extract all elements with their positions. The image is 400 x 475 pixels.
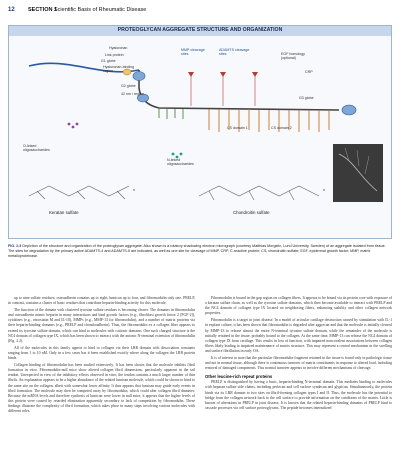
label-link-protein: Link protein	[105, 53, 124, 57]
page-number: 12	[8, 7, 15, 13]
chondroitin-sulfate-structure	[199, 186, 319, 200]
keratan-sulfate-chains	[159, 108, 183, 119]
core-protein	[139, 70, 339, 110]
o-linked-oligosaccharides	[68, 123, 79, 129]
label-ks-repeat: n	[133, 188, 135, 192]
body-left-column	[8, 296, 195, 416]
left-paragraph-2: The function of the domain with clustered tyrosine sulfate residues is becoming clearer. The domains in fibromodulin and osteoadherin mimic heparin in many interactions and bind growth factors (e.g., fibroblast growth factor 2 [FGF-2]), cytokines (e.g., oncostatin M and IL-10), MMPs (e.g., MMP-13 for fibromodulin), and a number of matrix proteins via their heparin-binding domains (e.g., PRELP and chondroadherin). Thus, the fibromodulin ex a collagen fiber appears to extend its tyrosine sulfate domain, which can bind to molecules with cationic domains. One such charged structure is the NC4 domain of collagen type IX, which has been shown to interact with the anionic N-terminal extension of fibromodulin (Fig. 2.2).	[8, 308, 195, 343]
mmp-cleavage-marker	[188, 72, 194, 106]
label-g1-globe: G1 globe	[101, 59, 116, 63]
figure-panel	[8, 25, 392, 239]
label-cs-repeat: n	[323, 188, 325, 192]
label-kd: 42 nm / region	[121, 92, 144, 96]
label-egf: EGF homology (optional)	[281, 52, 305, 61]
left-paragraph-4: Collagen binding of fibromodulin has been studied extensively. It has been shown that the molecule inhibits fibril formation in vitro. Fibromodulin-null mice show altered collagen fibril dimensions, particularly apparent in the tail tendon. Unexpected in view of the inhibitory effects observed in vitro, the tendon contains a much larger number of thin fibrils. An explanation appears to be a higher abundance of the related lumican molecule, which could be shown to bind to the same site on the collagen, albeit with somewhat lower affinity. It thus appears that lumican may guide early events in fibril formation. The molecule may then be competed away by fibromodulin, which could alter collagen fibril diameter. Because the mRNA levels and therefore synthesis of lumican were lower in null mice, it appears that the higher levels of this protein were caused by retarded elimination apparently secondary to lack of competition by fibromodulin. These findings illustrate the complexity of fibril formation, which takes place in many steps involving various molecules with different roles.	[8, 363, 195, 413]
left-paragraph-1: up to nine sulfate residues; osteoadherin contains up to eight, lumican up to four, and fibromodulin only one. PRELP, in contrast, contains a cluster of basic residues that contribute heparin-binding activity for this molecule.	[8, 296, 195, 306]
right-paragraph-3: It is of interest to note that the particular fibromodulin fragment retained in the tissue is found only in pathologic tissue and not in normal tissue, although there is continuous turnover of matrix constituents in response to altered load, including removal of damaged components. This normal turnover appears to involve different mechanisms of cleavage.	[205, 356, 392, 371]
right-paragraph-2: Fibromodulin is a target in joint disease. In a model of articular cartilage destruction caused by stimulation with IL-1 in explant culture, it has been shown that fibromodulin is degraded after aggrecan and that the molecule is initially cleaved by MMP-13 to release almost the entire N-terminal tyrosine sulfate domain, while the remainder of the molecule is initially retained in the tissue, probably bound to the collagen. At the same time, MMP-13 can release the NC4 domain of collagen type IX from cartilage. This results in loss of function, with impaired noncovalent associations between collagen fibers likely leading to impaired maintenance of matrix structure. This may represent a central mechanism in the swelling and surface fibrillation in early OA.	[205, 318, 392, 353]
label-keratan-sulfate: Keratan sulfate	[49, 210, 79, 215]
keratan-sulfate-structure	[29, 186, 129, 199]
label-adamts: ADAMTS cleavage sites	[219, 48, 250, 57]
label-hyaluronan: Hyaluronan	[109, 46, 128, 50]
body-right-column	[205, 296, 392, 413]
figure-caption	[8, 244, 392, 259]
label-crp: CRP	[305, 70, 313, 74]
figure-title: PROTEOGLYCAN AGGREGATE STRUCTURE AND ORGANIZATION	[117, 27, 283, 33]
caption-label: FIG. 2.3	[8, 244, 22, 248]
label-o-linked: O-linked oligosaccharides	[23, 144, 50, 153]
label-cs-domain-2: CS domain 2	[271, 126, 292, 130]
right-paragraph-4: PRELP is distinguished by having a basic, heparin-binding N-terminal domain. This mediates binding to molecules with heparan sulfate side chains, including perlecan and cell surface syndecan and glypican. Simultaneously, the protein binds via its LRR domain to two sites on fibril-forming collagen types I and II. Thus, the molecule has the potential to bridge from the collagen network back to the cell surface to provide information on the conditions of the matrix. Little is known of alterations in PRELP in joint disease. It is known that the related heparin-binding domains of PRELP bind to cascade processes via cell surface proteoglycans. The peptide becomes internalized	[205, 380, 392, 410]
caption-text: Depiction of the structure and organization of the proteoglycan aggregate. Also shown is a rotatory shadowing electron micrograph (courtesy Matthias Morgelin, Lund University, Sweden) of an aggregate isolated from tissue. The sites for degradation by the primary active ADAMTS-4 and ADAMTS-5 are indicated, as well as one site for cleavage of MMP. CRP, C-reactive protein; CS, chondroitin sulfate; EGF, epidermal growth factor; MMP, matrix metalloproteinase.	[8, 244, 386, 258]
label-hyaluronan-binding: Hyaluronan-binding region	[103, 65, 135, 74]
aggregate-diagram	[9, 26, 391, 238]
label-n-linked: N-linked oligosaccharides	[167, 158, 194, 167]
electron-micrograph	[333, 144, 383, 202]
g3-globe-shape	[342, 105, 356, 115]
section-title: Scientific Basis of Rheumatic Disease	[54, 7, 147, 13]
label-chondroitin-sulfate: Chondroitin sulfate	[233, 210, 270, 215]
label-mmp: MMP cleavage sites	[181, 48, 205, 57]
right-heading: Other leucine-rich repeat proteins	[205, 374, 273, 380]
right-paragraph-1: Fibromodulin is bound in the gap region on collagen fibers. It appears to be bound via its protein core with exposure of a keratan sulfate chain, as well as the tyrosine sulfate domains, which then become available to interact with PRELP and the NC4 domain of collagen type IX located on neighboring fibers, enhancing stability and other collagen network properties.	[205, 296, 392, 316]
page-header	[8, 7, 392, 17]
left-paragraph-3: All of the molecules in this family appear to bind to collagen via their LRR domain with dissociation constants ranging from 1 to 10 nM. Only in a few cases has it been established exactly where along the collagen the LRR protein binds.	[8, 345, 195, 361]
label-g3-globe: G3 globe	[299, 96, 314, 100]
section-label: SECTION 1	[28, 7, 58, 13]
adamts-cleavage-marker	[220, 72, 258, 106]
label-cs-domain-1: CS domain 1	[227, 126, 248, 130]
label-g2-globe: G2 globe	[121, 84, 136, 88]
